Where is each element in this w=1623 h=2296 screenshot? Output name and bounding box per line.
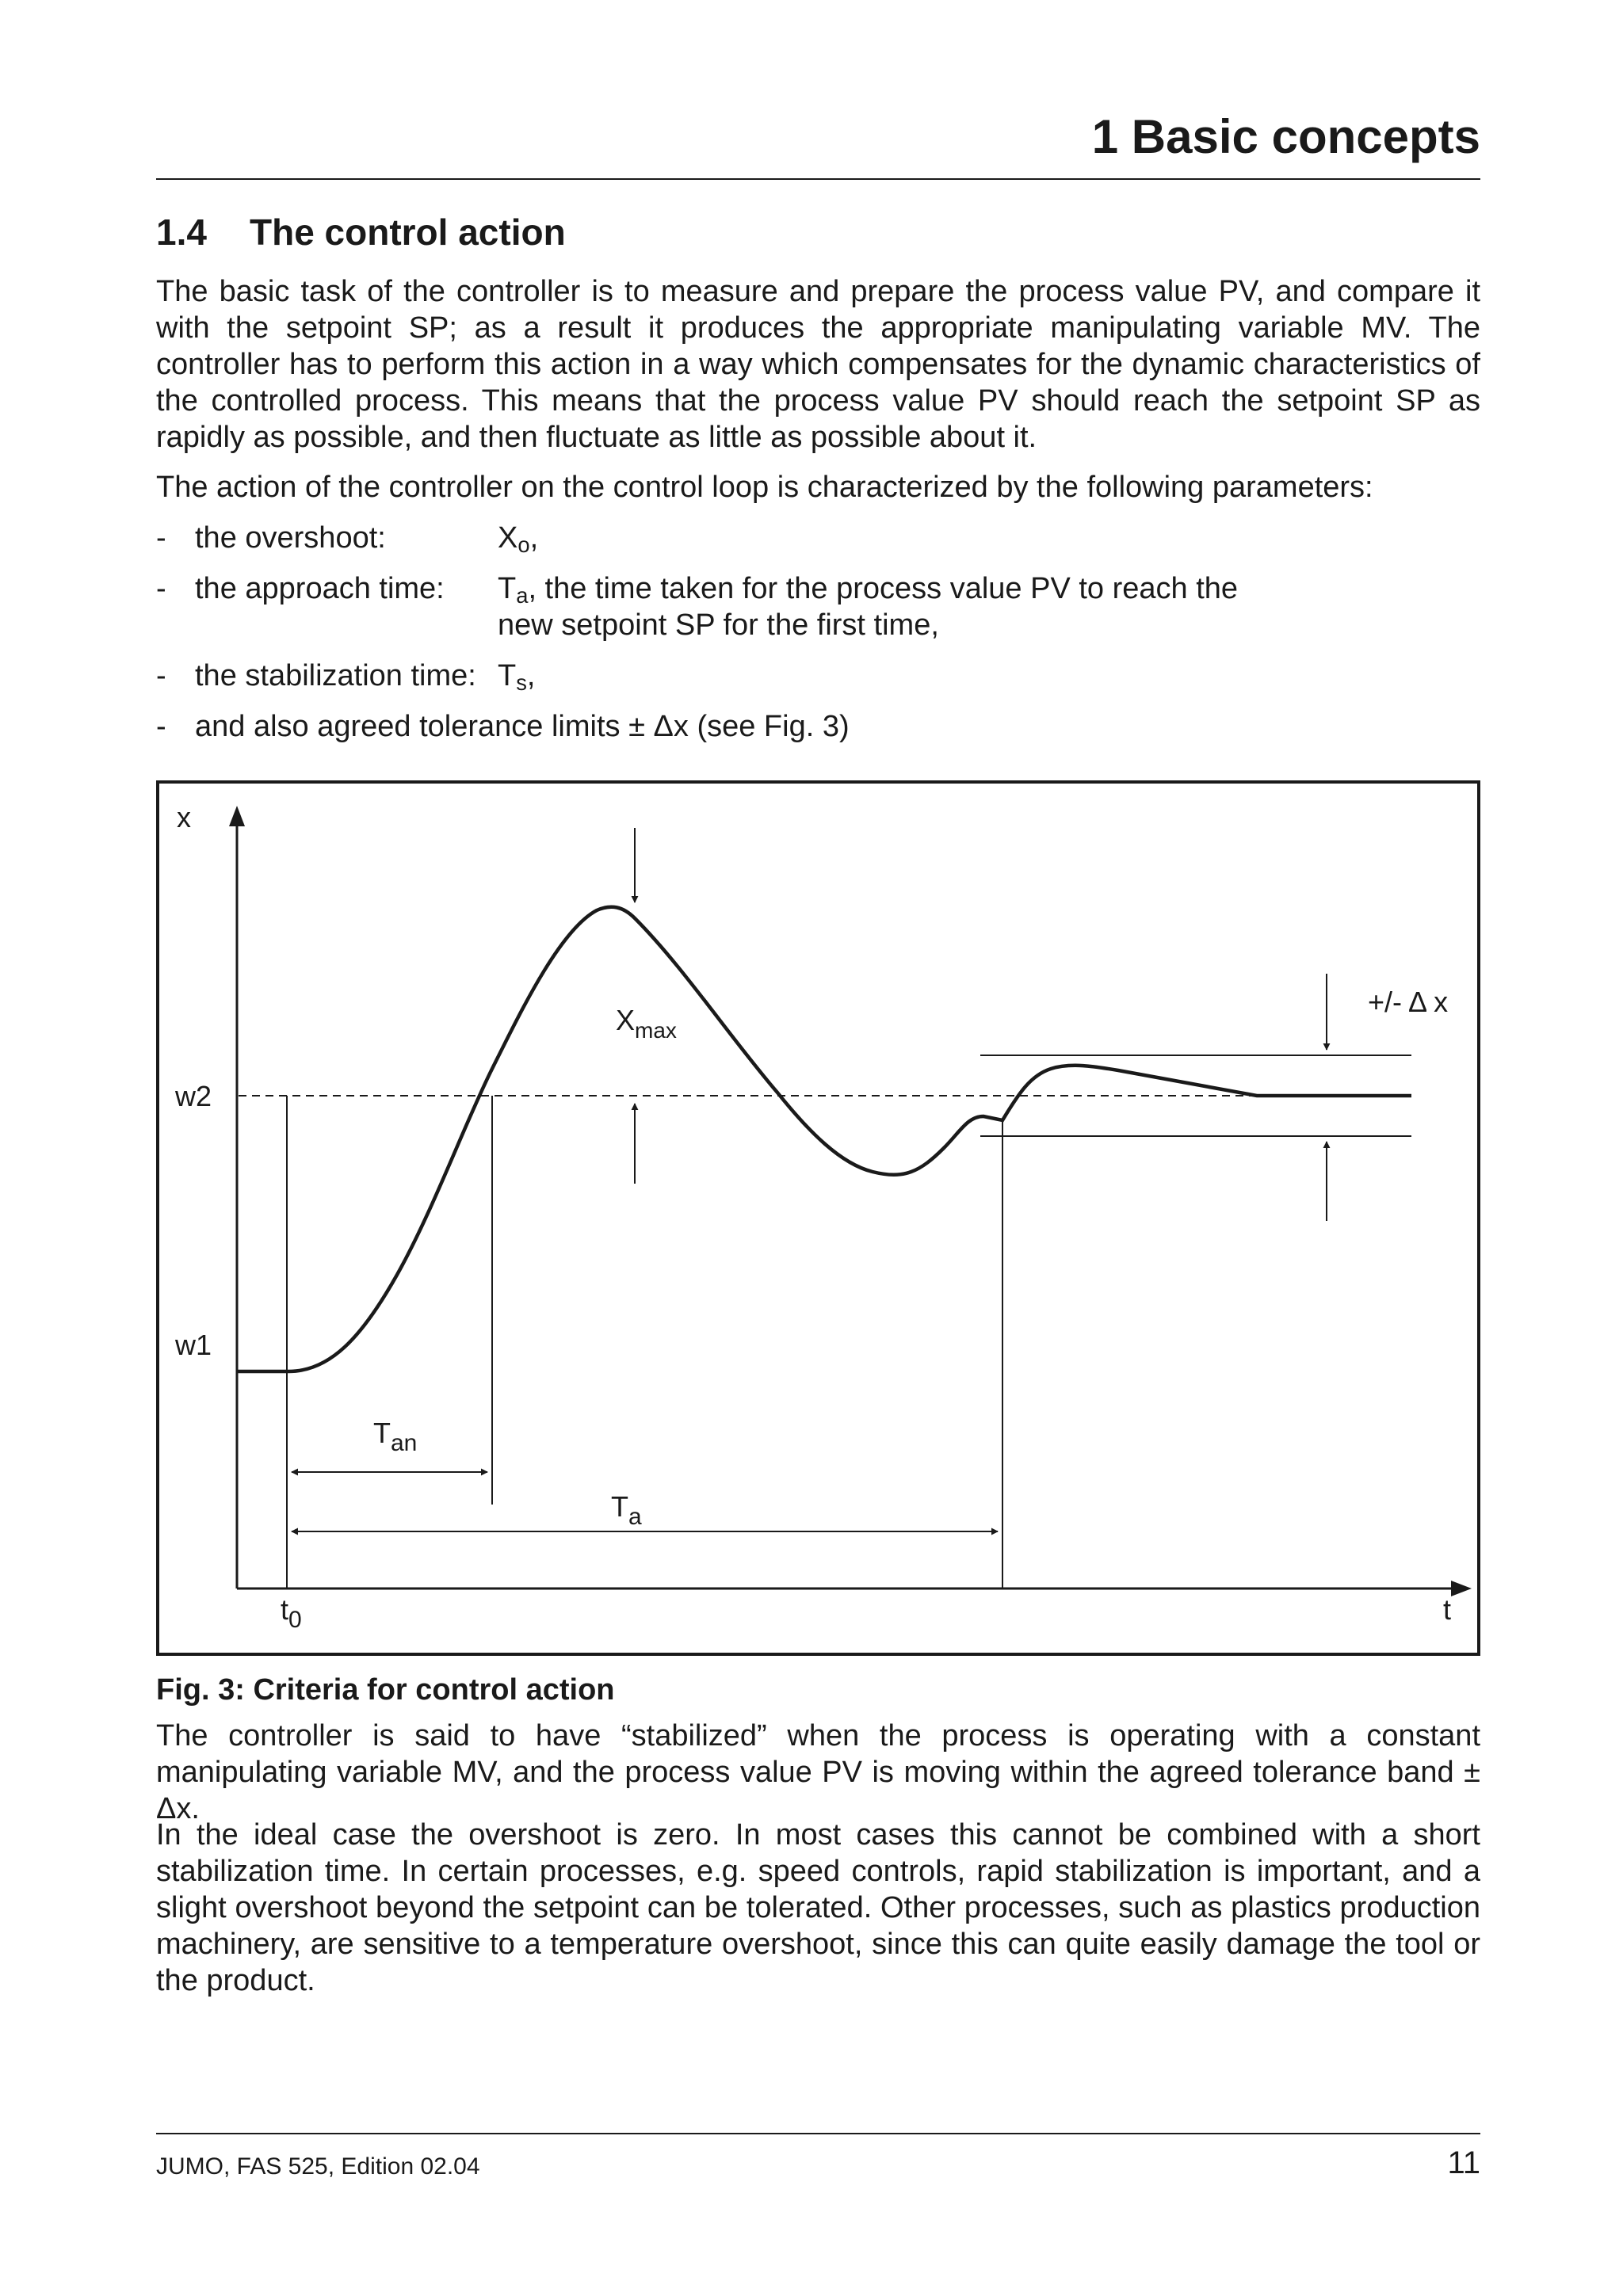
y-axis-label: x [177, 801, 191, 833]
page-number: 11 [1447, 2145, 1480, 2180]
ta-label: $T_a$ [611, 1490, 642, 1530]
figure-control-action [156, 780, 1480, 1656]
list-item-tolerance [156, 708, 1480, 745]
symbol-sub: o [517, 532, 530, 558]
list-desc [498, 520, 1480, 556]
symbol-sub: a [516, 583, 529, 608]
xmax-label: $X_{max}$ [616, 1004, 677, 1043]
w1-label: w1 [175, 1329, 212, 1361]
list-item-overshoot [156, 520, 1480, 556]
section-heading [156, 211, 566, 254]
chapter-title: 1 Basic concepts [1091, 110, 1480, 163]
list-item-approach-time [156, 570, 1480, 643]
list-desc [498, 658, 1480, 694]
figure-caption: Fig. 3: Criteria for control action [156, 1673, 615, 1707]
tan-label: $T_{an}$ [373, 1417, 418, 1456]
ideal-case-paragraph: In the ideal case the overshoot is zero. In most cases this cannot be combined with a short stabilization time. In certain processes, e.g. speed controls, rapid stabilization is important, and a slight overshoot beyond the setpoint can be tolerated. Other processes, such as plastics production machinery, are sensitive to a temperature overshoot, since this can quite easily damage the tool or the product. [156, 1818, 1480, 1997]
y-axis-arrowhead [229, 806, 245, 826]
symbol-suffix: , [526, 659, 536, 692]
list-term: the stabilization time: [195, 659, 476, 692]
symbol-sub: s [516, 670, 527, 696]
process-value-curve [237, 907, 1411, 1371]
list-term: the overshoot: [195, 521, 386, 555]
symbol: X [498, 521, 518, 555]
list-dash: - [156, 710, 166, 743]
footer-rule [156, 2133, 1480, 2134]
section-number: 1.4 [156, 212, 207, 253]
x-axis-arrowhead [1451, 1581, 1472, 1596]
x-axis-label: t [1443, 1593, 1452, 1626]
tolerance-label: +/- Δ x [1368, 986, 1449, 1018]
desc-text: , the time taken for the process value PV to reach the new setpoint SP for the first time, [498, 572, 1239, 642]
list-item-stabilization-time [156, 658, 1480, 694]
parameters-intro: The action of the controller on the control loop is characterized by the following parameters: [156, 471, 1373, 504]
section-title: The control action [250, 212, 566, 253]
symbol-suffix: , [529, 521, 539, 555]
list-term: and also agreed tolerance limits ± Δx (see Fig. 3) [195, 710, 850, 743]
list-dash: - [156, 659, 166, 692]
parameter-list [156, 520, 1480, 759]
header-rule [156, 178, 1480, 180]
symbol: T [498, 572, 517, 605]
list-desc [498, 570, 1290, 643]
t0-label: $t_0$ [281, 1593, 302, 1633]
figure-diagram [159, 784, 1484, 1659]
list-dash: - [156, 572, 166, 605]
symbol: T [498, 659, 517, 692]
list-term: the approach time: [195, 572, 445, 605]
footer-edition: JUMO, FAS 525, Edition 02.04 [156, 2153, 480, 2180]
w2-label: w2 [175, 1080, 212, 1112]
list-dash: - [156, 521, 166, 555]
stabilized-paragraph: The controller is said to have “stabilized” when the process is operating with a constant manipulating variable MV, and the process value PV is moving within the agreed tolerance band ± Δx. [156, 1719, 1480, 1825]
intro-paragraph: The basic task of the controller is to measure and prepare the process value PV, and compare it with the setpoint SP; as a result it produces the appropriate manipulating variable MV. The controller has to perform this action in a way which compensates for the dynamic characteristics of the controlled process. This means that the process value PV should reach the setpoint SP as rapidly as possible, and then fluctuate as little as possible about it. [156, 275, 1480, 454]
